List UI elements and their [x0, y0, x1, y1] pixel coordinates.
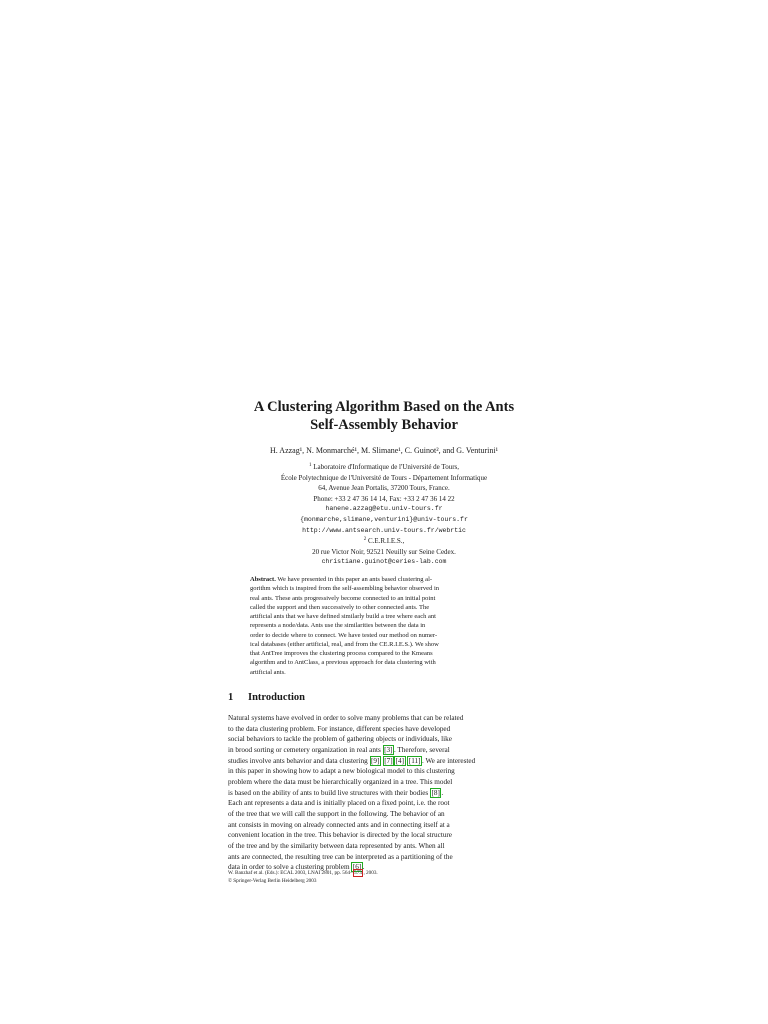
footer-line-1: [228, 870, 528, 878]
affiliation-1-line-4: Phone: +33 2 47 36 14 14, Fax: +33 2 47 36 14 22: [313, 494, 455, 503]
affiliation-2-line-1: [200, 536, 568, 547]
title-line-2: Self-Assembly Behavior: [310, 417, 458, 433]
body-line: social behaviors to tackle the problem of gathering objects or individuals, like: [228, 735, 452, 744]
body-line: of the tree and by the similarity between data represented by ants. When all: [228, 841, 445, 850]
abstract-line: called the support and then successively to other connected ants. The: [250, 603, 430, 611]
body-line: problem where the data must be hierarchically organized in a tree. This model: [228, 777, 453, 786]
body-line: Natural systems have evolved in order to solve many problems that can be related: [228, 714, 464, 722]
citation-link[interactable]: [11]: [408, 756, 421, 765]
affiliation-2-name: C.E.R.I.E.S.,: [367, 537, 405, 546]
affiliation-2-address: 20 rue Victor Noir, 92521 Neuilly sur Seine Cedex.: [312, 547, 456, 556]
section-heading: [228, 692, 528, 703]
body-text: is based on the ability of ants to build live structures with their bodies: [228, 788, 429, 797]
abstract-text: We have presented in this paper an ants based clustering al-: [275, 576, 433, 583]
affiliation-1-line-2: École Polytechnique de l'Université de Tours - Département Informatique: [280, 473, 488, 482]
citation-link[interactable]: [4]: [395, 756, 404, 765]
abstract-line: [250, 575, 508, 584]
abstract-line: artificial ants.: [250, 668, 286, 676]
body-line: of the tree that we will call the support in the following. The behavior of an: [228, 809, 445, 818]
author-list: H. Azzag¹, N. Monmarché¹, M. Slimane¹, C. Guinot², and G. Venturini¹: [269, 446, 499, 455]
affiliations: [200, 462, 568, 568]
body-line: convenient location in the tree. This behavior is directed by the local structure: [228, 831, 453, 840]
affiliation-2-email[interactable]: christiane.guinot@ceries-lab.com: [321, 558, 447, 566]
citation-link[interactable]: [3]: [384, 745, 393, 754]
abstract-line: artificial ants that we have defined similarly build a tree where each ant: [250, 613, 436, 620]
body-line: ants are connected, the resulting tree can be interpreted as a partitioning of the: [228, 852, 453, 861]
citation-link[interactable]: [8]: [431, 788, 440, 797]
affiliation-1-url[interactable]: http://www.antsearch.univ-tours.fr/webrtic: [302, 526, 466, 534]
affiliation-1-line-3: 64, Avenue Jean Portalis, 37200 Tours, France.: [318, 484, 450, 493]
introduction-body: [228, 713, 532, 873]
affiliation-1-email-1[interactable]: hanene.azzag@etu.univ-tours.fr: [325, 505, 443, 513]
affiliation-1-name: Laboratoire d'Informatique de l'Université de Tours,: [313, 463, 459, 471]
body-text: . We are interested: [422, 756, 476, 765]
page-range-link[interactable]: 573: [354, 870, 362, 876]
section-number: 1: [228, 692, 234, 703]
affiliation-1-email-2[interactable]: {monmarche,slimane,venturini}@univ-tours.fr: [300, 515, 468, 523]
footer-text: , 2003.: [363, 870, 378, 876]
abstract-line: that AntTree improves the clustering process compared to the Kmeans: [250, 650, 433, 657]
citation-link[interactable]: [6]: [352, 863, 362, 872]
body-text: .: [362, 863, 365, 872]
abstract-line: represents a node/data. Ants use the similarities between the data in: [250, 622, 426, 630]
body-text: data in order to solve a clustering problem: [228, 863, 350, 872]
abstract-line: order to decide where to connect. We have tested our method on numer-: [250, 631, 438, 639]
abstract-line: gorithm which is inspired from the self-assembling behavior observed in: [250, 585, 440, 593]
body-text: in brood sorting or cemetery organization in real ants: [228, 745, 381, 754]
publication-footer: [228, 870, 528, 885]
body-line: ant consists in moving on already connected ants and in connecting itself at a: [228, 820, 450, 829]
body-line: Each ant represents a data and is initially placed on a fixed point, i.e. the root: [228, 799, 450, 808]
abstract-line: ical databases (either artificial, real, and from the CE.R.I.E.S.). We show: [250, 640, 439, 648]
body-line: [228, 788, 532, 799]
abstract-line: real ants. These ants progressively become connected to an initial point: [250, 594, 436, 602]
body-line: in this paper in showing how to adapt a new biological model to this clustering: [228, 767, 455, 776]
footer-text: W. Banzhaf et al. (Eds.): ECAL 2003, LNAI 2801, pp. 564–: [228, 870, 353, 876]
abstract-label: Abstract.: [250, 576, 276, 583]
affiliation-1-marker: 1: [309, 463, 312, 468]
section-title: Introduction: [248, 692, 305, 703]
body-line: [228, 756, 532, 767]
title-line-1: A Clustering Algorithm Based on the Ants: [253, 399, 515, 415]
copyright-line: © Springer-Verlag Berlin Heidelberg 2003: [228, 877, 317, 884]
body-text: . Therefore, several: [393, 745, 450, 754]
abstract-line: algorithm and to AntClass, a previous approach for data clustering with: [250, 659, 436, 667]
body-line: to the data clustering problem. For instance, different species have developed: [228, 724, 451, 733]
paper-title: [200, 398, 568, 434]
affiliation-2-marker: 2: [363, 537, 367, 543]
body-text: studies involve ants behavior and data clustering: [228, 756, 368, 765]
citation-link[interactable]: [7]: [384, 756, 393, 765]
body-line: [228, 745, 532, 756]
affiliation-1-line-1: [200, 462, 568, 473]
abstract: [250, 575, 508, 677]
citation-link[interactable]: [9]: [371, 756, 380, 765]
body-text: .: [441, 788, 444, 797]
